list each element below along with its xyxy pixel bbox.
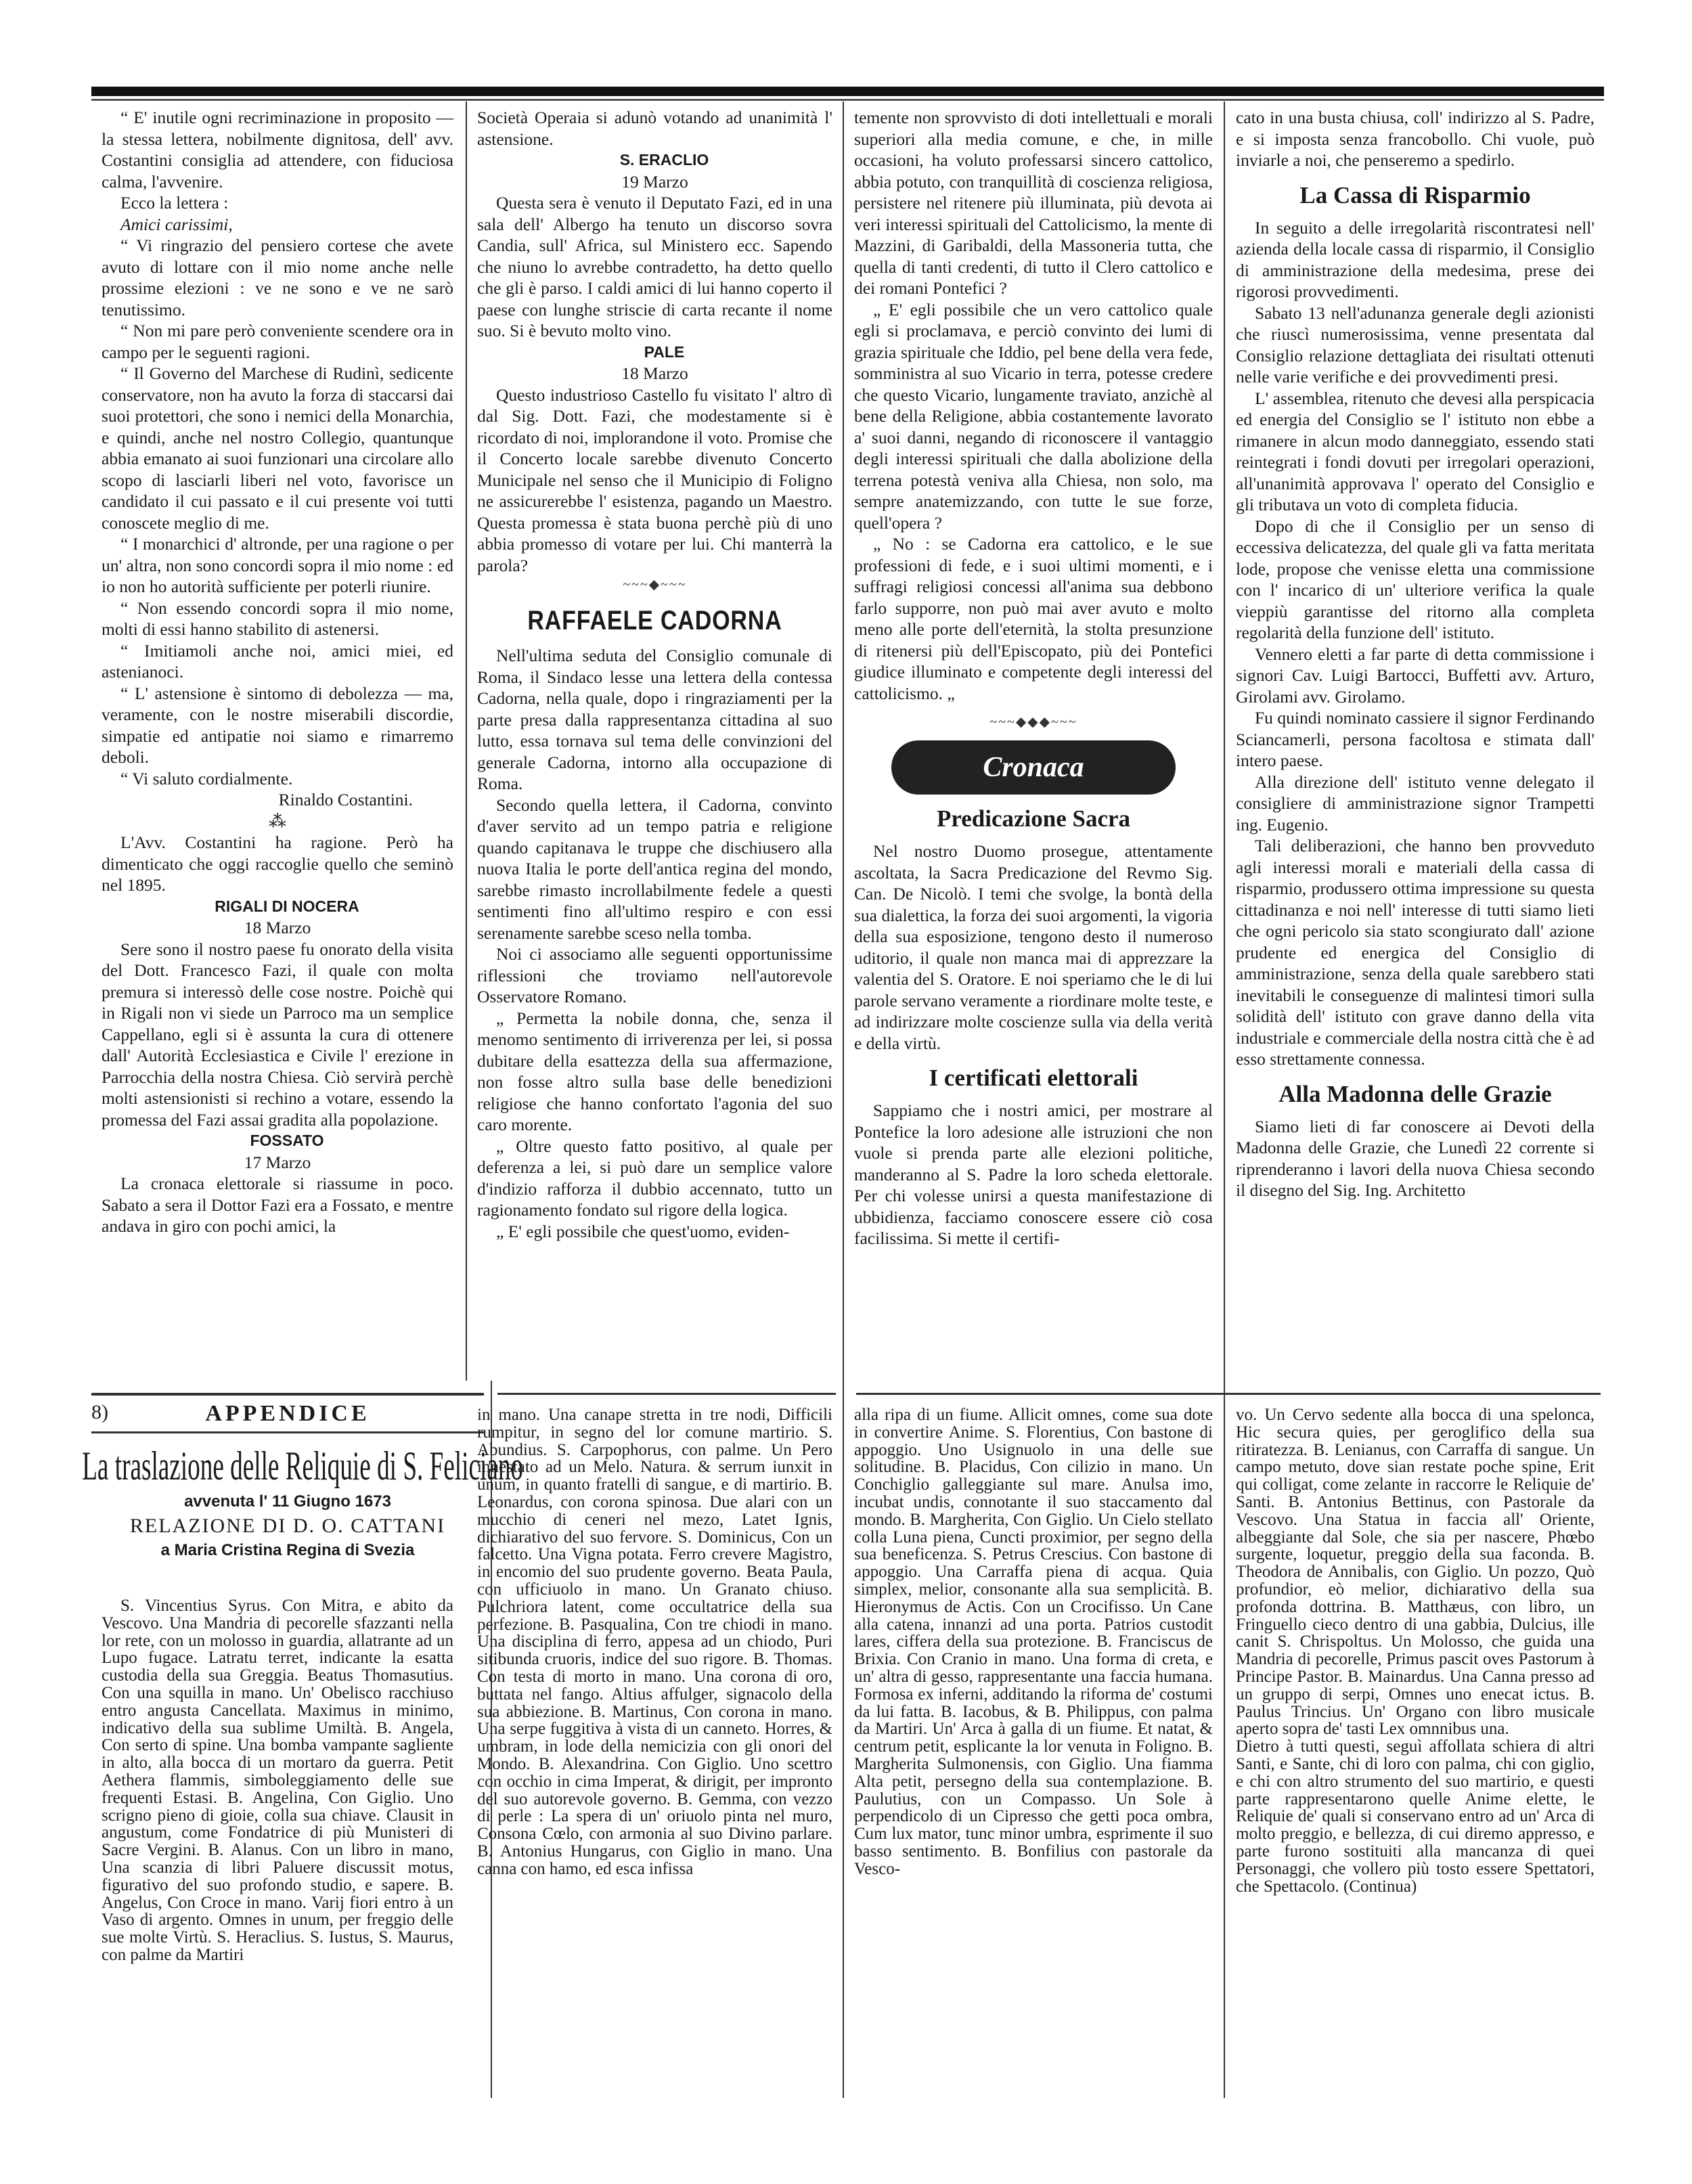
paragraph: “ Non essendo concordi sopra il mio nome, molti di essi hanno stabilito di astenersi. bbox=[102, 598, 453, 639]
appendix-number: 8) bbox=[91, 1401, 108, 1423]
appendix-dedica: a Maria Cristina Regina di Svezia bbox=[160, 1541, 415, 1559]
column-divider bbox=[1224, 102, 1225, 2098]
paragraph: alla ripa di un fiume. Allicit omnes, come sua dote in convertire Anime. S. Florentius, Con bastone di appoggio. Uno Usignuolo in una delle sue solitudine. B. Placidus, Con cilizio in mano. Un Conchiglio galleggiante sul mare. Anulsa imo, incubat undis, connotante il suo staccamento dal mondo. B. Margherita, Con Giglio. Un Cielo stellato colla Luna piena, Cuncti proximior, per segno della sua beneficenza. S. Petrus Crescius. Con bastone di appoggio. Una Carraffa piena di acqua. Quia simplex, melior, consonante alla sua semplicità. B. Hieronymus de Actis. Con un Crocifisso. Un Cane alla catena, innanzi ad una porta. Patrios custodit lares, ciffera della sua protezione. B. Franciscus de Brixia. Con Cranio in mano. Una forma di creta, e un' altra di gesso, rappresentante una faccia humana. Formosa ex inferni, additando la riforma de' costumi da lui fatta. B. Iacobus, & B. Philippus, con palma da Martiri. Un' Arca à galla di un fiume. Et natat, & centrum petit, esplicante la lor venuta in Foligno. B. Margherita Sulmonensis, con Giglio. Una fiamma Alta petit, persegno della sua contemplazione. B. Paulutius, con un Compasso. Un Sole à perpendicolo di un Cipresso che getti poca ombra, Cum lux mator, tunc minor umbra, esprimente il suo basso sentimento. B. Bonfilius con pastorale da Vesco- bbox=[854, 1406, 1213, 1878]
appendix-title-block bbox=[82, 1442, 524, 1562]
article-title: Predicazione Sacra bbox=[936, 805, 1131, 832]
paragraph: Sappiamo che i nostri amici, per mostrare al Pontefice la loro adesione alle istruzioni che non vuole si prenda parte alle elezioni politiche, manderanno al S. Padre la loro scheda elettorale. Per chi volesse unirsi a questa manifestazione di ubbidienza, facciamo conoscere essere ciò cosa facilissima. Si mette il certifi- bbox=[854, 1100, 1213, 1248]
paragraph: Noi ci associamo alle seguenti opportunissime riflessioni che troviamo nell'autorevole Osservatore Romano. bbox=[477, 944, 832, 1006]
paragraph: Fu quindi nominato cassiere il signor Ferdinando Sciancamerli, persona facoltosa e stimata dall' intero paese. bbox=[1236, 708, 1595, 770]
appendix-rule bbox=[497, 1393, 836, 1395]
paragraph: “ Non mi pare però conveniente scendere ora in campo per le seguenti ragioni. bbox=[102, 321, 453, 362]
paragraph: “ L' astensione è sintomo di debolezza — ma, veramente, con le nostre miserabili discordie, simpatie ed antipatie noi siamo e rimarremo deboli. bbox=[102, 683, 453, 767]
appendix-column-3 bbox=[854, 1406, 1213, 1878]
appendix-subtitle: avvenuta l' 11 Giugno 1673 bbox=[184, 1492, 391, 1511]
paragraph: Sabato 13 nell'adunanza generale degli azionisti che riuscì numerosissima, venne presentata dal Consiglio relazione dettagliata dei risultati ottenuti nelle varie verifiche e dei provvedimenti presi. bbox=[1236, 303, 1595, 386]
paragraph: „ E' egli possibile che un vero cattolico quale egli si proclamava, e perciò convinto dei lumi di grazia spirituale che Iddio, pel bene della vera fede, somministra al suo Vicario in terra, potesse credere che questo Vicario, lungamente traviato, anzichè al bene della Religione, abbia costantemente lavorato a' suoi danni, negando di riconoscere il vantaggio degli interessi spirituali che dalla abolizione della terrena potestà veniva alla Chiesa, non solo, ma sempre anatemizzando, con tutte le sue forze, quell'opera ? bbox=[854, 299, 1213, 533]
appendix-rule bbox=[91, 1431, 484, 1433]
dateline-place: PALE bbox=[644, 342, 685, 361]
paragraph: In seguito a delle irregolarità riscontratesi nell' azienda della locale cassa di risparmio, il Consiglio di amministrazione della medesima, prese dei rigorosi provvedimenti. bbox=[1236, 217, 1595, 301]
appendix-label: APPENDICE bbox=[205, 1401, 370, 1426]
ornament-divider: ~~~◆~~~ bbox=[623, 577, 687, 592]
paragraph: Questo industrioso Castello fu visitato l' altro dì dal Sig. Dott. Fazi, che modestamente si è ricordato di noi, implorandone il voto. Promise che il Concerto locale sarebbe divenuto Concerto Municipale nel senso che il Municipio di Foligno ne assicurerebbe l' esistenza, pagando un Maestro. Questa promessa è stata buona perchè più di uno abbia promesso di votare per lui. Chi manterrà la parola? bbox=[477, 384, 832, 575]
paragraph: temente non sprovvisto di doti intellettuali e morali superiori alla media comune, e che, in mille occasioni, ha voluto professarsi sincero cattolico, abbia potuto, con tranquillità di coscienza religiosa, persistere nel ritenere più illuminata, più devota ai veri interessi spirituali del Cattolicismo, la mente di Mazzini, di Garibaldi, della Massoneria tutta, che quella di tanti credenti, di tutto il Clero cattolico e dei romani Pontefici ? bbox=[854, 108, 1213, 298]
ornament-divider: ~~~◆◆◆~~~ bbox=[989, 715, 1077, 730]
paragraph: “ Vi saluto cordialmente. bbox=[120, 768, 293, 788]
paragraph: Questa sera è venuto il Deputato Fazi, ed in una sala dell' Albergo ha tenuto un discorso sovra Candia, sull' Africa, sul Ministero ecc. Sapendo che niuno lo avrebbe contradetto, ha detto quello che gli è parso. I caldi amici di lui hanno coperto il paese con lunghe striscie di carta recante il nome suo. Si è bevuto molto vino. bbox=[477, 193, 832, 340]
article-title: RAFFAELE CADORNA bbox=[527, 606, 782, 636]
paragraph: L' assemblea, ritenuto che devesi alla perspicacia ed energia del Consiglio se l' istituto non ebbe a rimanere in alcun modo danneggiato, essendo stati reintegrati i fondi dovuti per irregolari operazioni, all'unanimità approvava l' operato del Consiglio e gli tributava un voto di completa fiducia. bbox=[1236, 388, 1595, 514]
paragraph: Nell'ultima seduta del Consiglio comunale di Roma, il Sindaco lesse una lettera della contessa Cadorna, nella quale, dopo i ringraziamenti per la parte presa dalla rappresentanza cittadina al suo lutto, essa tornava sul tema delle convinzioni del generale Cadorna, intorno alla occupazione di Roma. bbox=[477, 646, 832, 793]
paragraph: “ Vi ringrazio del pensiero cortese che avete avuto di lottare con il mio nome anche nelle prossime elezioni : ve ne sono e ve ne sarò tenutissimo. bbox=[102, 236, 453, 319]
paragraph: L'Avv. Costantini ha ragione. Però ha dimenticato che oggi raccoglie quello che seminò nel 1895. bbox=[102, 832, 453, 895]
paragraph: Società Operaia si adunò votando ad unanimità l' astensione. bbox=[477, 108, 832, 149]
column-3 bbox=[854, 107, 1213, 1249]
appendix-title: La traslazione delle Reliquie di S. Feliciano bbox=[82, 1444, 524, 1488]
dateline-date: 17 Marzo bbox=[244, 1152, 311, 1172]
paragraph: cato in una busta chiusa, coll' indirizzo al S. Padre, e si imposta senza francobollo. Chi vuole, può inviarle a noi, che penseremo a spedirlo. bbox=[1236, 108, 1595, 170]
column-divider bbox=[843, 102, 844, 2098]
paragraph: Dopo di che il Consiglio per un senso di eccessiva delicatezza, del quale gli va fatta meritata lode, propose che venisse eletta una commissione con l' incarico di un' ulteriore verifica la quale vieppiù garantisse del ritorno alla completa regolarità della funzione dell' istituto. bbox=[1236, 516, 1595, 642]
paragraph: Ecco la lettera : bbox=[120, 193, 229, 213]
paragraph: “ I monarchici d' altronde, per una ragione o per un' altra, non sono concordi sopra il mio nome : ed io non ho autorità sufficiente per poterli riunire. bbox=[102, 534, 453, 596]
paragraph: „ No : se Cadorna era cattolico, e le sue professioni di fede, e i suoi ultimi momenti, e i suffragi religiosi concessi all'anima sua debbono farlo supporre, non può mai aver avuto e molto meno alle porte dell'eternità, la stolta presunzione di ritenersi più dell'Episcopato, più dei Pontefici giudice illuminato e competente degli interessi del cattolicismo. „ bbox=[854, 534, 1213, 703]
article-title: La Cassa di Risparmio bbox=[1299, 181, 1531, 208]
article-title: Alla Madonna delle Grazie bbox=[1278, 1080, 1552, 1107]
column-divider bbox=[466, 102, 467, 1381]
paragraph: S. Vincentius Syrus. Con Mitra, e abito da Vescovo. Una Mandria di pecorelle sfazzanti nella lor rete, con un molosso in guardia, allatrante ad un Lupo fugace. Latratu terret, indicante la esatta custodia della sua Greggia. Beatus Thomasutius. Con una squilla in mano. Un' Obelisco racchiuso entro angusta Cancellata. Maximus in minimo, indicativo della sua sublime Umiltà. B. Angela, Con serto di spine. Una bomba vampante sagliente in alto, alla bocca di un mortaro da guerra. Petit Aethera flammis, simboleggiamento delle sue frequenti Estasi. B. Angelina, Con Giglio. Uno scrigno pieno di gioie, colla sua chiave. Clausit in angustum, come Fondatrice di più Munisteri di Sacre Vergini. B. Alanus. Con un libro in mano, Una scanzia di libri Paluere discussit motus, figurativo del suo profondo studio, e sapere. B. Angelus, Con Croce in mano. Varij fiori entro à un Vaso di argento. Omnes in unum, per freggio delle sue molte Virtù. S. Heraclius. S. Iustus, S. Maurus, con palme da Martiri bbox=[102, 1597, 453, 1964]
column-2 bbox=[477, 107, 832, 1242]
paragraph: „ E' egli possibile che quest'uomo, eviden- bbox=[496, 1221, 790, 1241]
paragraph: Tali deliberazioni, che hanno ben provveduto agli interessi morali e materiali della cassa di risparmio, produssero ottima impressione su questa cittadinanza e noi nell' interesse di tutti siamo lieti che ogni pericolo sia stato scongiurato dall' azione prudente ed energica del Consiglio di amministrazione, senza della quale sarebbero stati inevitabili le conseguenze di malintesi timori sulla solidità dell' istituto con grave danno della vita industriale e commerciale della nostra città che è ad esso strettamente connessa. bbox=[1236, 836, 1595, 1069]
appendix-column-2 bbox=[477, 1406, 832, 1878]
appendix-rule bbox=[91, 1393, 484, 1396]
paragraph: „ Oltre questo fatto positivo, al quale per deferenza a lei, si può dare un semplice valore d'indizio rafforza il dubbio accennato, tutto un ragionamento fondato sul rigore della logica. bbox=[477, 1136, 832, 1220]
paragraph: Vennero eletti a far parte di detta commissione i signori Cav. Luigi Bartocci, Buffetti avv. Arturo, Girolami avv. Girolamo. bbox=[1236, 644, 1595, 707]
paragraph: vo. Un Cervo sedente alla bocca di una spelonca, Hic secura quies, per geroglifico della sua ritiratezza. B. Lenianus, con Carraffa di sangue. Un campo metuto, dove sian restate poche spine, Erit qui colligat, come zelante in raccorre le Reliquie de' Santi. B. Antonius Bettinus, con Pastorale da Vescovo. Una Statua in faccia all' Oriente, albeggiante dal Sole, che sia per nascere, Phœbo surgente, loquetur, preggio della sua faconda. B. Theodora de Annibalis, con Giglio. Un pozzo, Quò profundior, eò melior, dichiarativo della sua profonda dottrina. B. Matthæus, con libro, un Fringuello cieco dentro di una gabbia, Dulcius, ille canit S. Chrispoltus. Un Molosso, che guida una Mandria di pecorelle, Primus pascit oves Pastorum à Principe Pastor. B. Mainardus. Una Canna presso ad un gruppo di serpi, Omnes uno enecat ictus. B. Paulus Trincius. Un' Organo con libro musicale aperto sopra de' tasti Lex omnnibus una. Dietro à tutti questi, seguì affollata schiera di altri Santi, e Sante, chi di loro con palma, chi con giglio, e chi con altro strumento del suo martirio, e questi parte rappresentarono quelle Anime elette, le Reliquie de' quali si conservano entro ad un' Arca di molto preggio, e bellezza, di cui diremo appresso, e parte furono sostituiti alla mancanza di quei Personaggi, che vollero più tosto essere Spettatori, che Spettacolo. (Continua) bbox=[1236, 1406, 1595, 1896]
paragraph: “ E' inutile ogni recriminazione in proposito — la stessa lettera, nobilmente dignitosa, dell' avv. Costantini consiglia ad attendere, con fiduciosa calma, l'avvenire. bbox=[102, 108, 453, 192]
paragraph: “ Imitiamoli anche noi, amici miei, ed astenianoci. bbox=[102, 640, 453, 682]
cronaca-logo: Cronaca bbox=[891, 740, 1176, 795]
masthead-rule-thin bbox=[91, 99, 1604, 101]
paragraph: “ Il Governo del Marchese di Rudinì, sedicente conservatore, non ha avuto la forza di staccarsi dai suoi protettori, che sono i nemici della Monarchia, e quindi, anche nel nostro Collegio, quantunque abbia emanato ai suoi funzionari una circolare allo scopo di lasciarli liberi nel voto, favorisce un candidato il cui passato e il cui presente voi tutti conoscete meglio di me. bbox=[102, 363, 453, 533]
dateline-date: 18 Marzo bbox=[244, 918, 311, 937]
column-4 bbox=[1236, 107, 1595, 1201]
paragraph: in mano. Una canape stretta in tre nodi, Difficili rumpitur, in segno del lor comune martirio. S. Abundius. S. Carpophorus, con palme. Un Pero innestato ad un Melo. Natura. & serrum iunxit in unum, in quanto fratelli di sangue, e di martirio. B. Leonardus, con corona spinosa. Due alari con un mucchio di ceneri nel mezo, Latet Ignis, dichiarativo del suo fervore. S. Dominicus, Con un falcetto. Una Vigna potata. Ferro crevere Magistro, in encomio del suo prudente governo. Beata Paula, con ufficiuolo in mano. Un Granato chiuso. Pulchriora latent, come occultatrice della sua perfezione. B. Pasqualina, Con tre chiodi in mano. Una disciplina di ferro, appesa ad un chiodo, Puri sitibunda cruoris, indice del suo rigore. B. Thomas. Con testa di morto in mano. Una corona di oro, buttata nel fango. Altius affulger, signacolo della sua abbiezione. B. Martinus, Con corona in mano. Una serpe fuggitiva à vista di un canneto. Horres, & umbram, in lode della nemicizia con gli onori del Mondo. B. Alexandrina. Con Giglio. Uno scettro con occhio in cima Imperat, & dirigit, per impronto del suo autorevole governo. B. Gemma, con vezzo di perle : La spera di un' oriuolo pinta nel muro, Consona Cœlo, con armonia al suo Divino parlare. B. Antonius Hungarus, con Giglio in mano. Una canna con hamo, ed esca infissa bbox=[477, 1406, 832, 1878]
paragraph: „ Permetta la nobile donna, che, senza il menomo sentimento di irriverenza per lei, si possa dubitare della esattezza della sua affermazione, non fosse altro sulla base delle benedizioni religiose che hanno confortato l'agonia del suo caro morente. bbox=[477, 1008, 832, 1134]
dateline-place: S. ERACLIO bbox=[619, 151, 709, 169]
signature: Rinaldo Costantini. bbox=[278, 790, 413, 809]
appendix-header bbox=[91, 1401, 484, 1427]
paragraph: Sere sono il nostro paese fu onorato della visita del Dott. Francesco Fazi, il quale con molta premura si interessò delle cose nostre. Poichè qui in Rigali non vi siede un Parroco ma un semplice Cappellano, egli si è assunta la cura di ottenere dall' Autorità Ecclesiastica e Civile l' erezione in Parrocchia della nostra Chiesa. Ciò servirà perchè molti astensionisti si rechino a votare, essendo la promessa del Fazi assai gradita alla popolazione. bbox=[102, 939, 453, 1130]
paragraph: Siamo lieti di far conoscere ai Devoti della Madonna delle Grazie, che Lunedì 22 corrente si riprenderanno i lavori della nuova Chiesa secondo il disegno del Sig. Ing. Architetto bbox=[1236, 1116, 1595, 1200]
asterism: ⁂ bbox=[269, 811, 286, 831]
column-1 bbox=[102, 107, 453, 1237]
appendix-relazione: RELAZIONE DI D. O. CATTANI bbox=[129, 1515, 446, 1537]
paragraph: Amici carissimi, bbox=[120, 214, 233, 234]
appendix-rule bbox=[856, 1393, 1601, 1395]
dateline-place: FOSSATO bbox=[250, 1132, 324, 1149]
appendix-column-1 bbox=[102, 1597, 453, 1964]
paragraph: Alla direzione dell' istituto venne delegato il consigliere di amministrazione signor Trampetti ing. Eugenio. bbox=[1236, 772, 1595, 834]
dateline-date: 18 Marzo bbox=[621, 363, 688, 383]
appendix-column-4 bbox=[1236, 1406, 1595, 1895]
dateline-place: RIGALI DI NOCERA bbox=[215, 897, 359, 915]
paragraph: Secondo quella lettera, il Cadorna, convinto d'aver servito ad un tempo patria e religione quando capitanava le truppe che dischiusero alla nuova Italia le porte dell'antica regina del mondo, sarebbe rimasto incrollabilmente fedele a questi sentimenti fino all'ultimo respiro e con essi serenamente sarebbe sceso nella tomba. bbox=[477, 795, 832, 943]
paragraph: Nel nostro Duomo prosegue, attentamente ascoltata, la Sacra Predicazione del Revmo Sig. Can. De Nicolò. I temi che svolge, la bontà della sua dialettica, la forza dei suoi argomenti, la vigoria della sua esposizione, tengono desto il numeroso uditorio, il quale non manca mai di apprezzare la valentia del S. Oratore. E noi speriamo che le di lui parole servano veramente a riordinare molte teste, e ad indirizzare molte coscienze sulla via della verità e della virtù. bbox=[854, 841, 1213, 1053]
article-title: I certificati elettorali bbox=[929, 1065, 1138, 1091]
paragraph: La cronaca elettorale si riassume in poco. Sabato a sera il Dottor Fazi era a Fossato, e mentre andava in giro con pochi amici, la bbox=[102, 1174, 453, 1236]
dateline-date: 19 Marzo bbox=[621, 171, 688, 192]
masthead-rule bbox=[91, 87, 1604, 96]
